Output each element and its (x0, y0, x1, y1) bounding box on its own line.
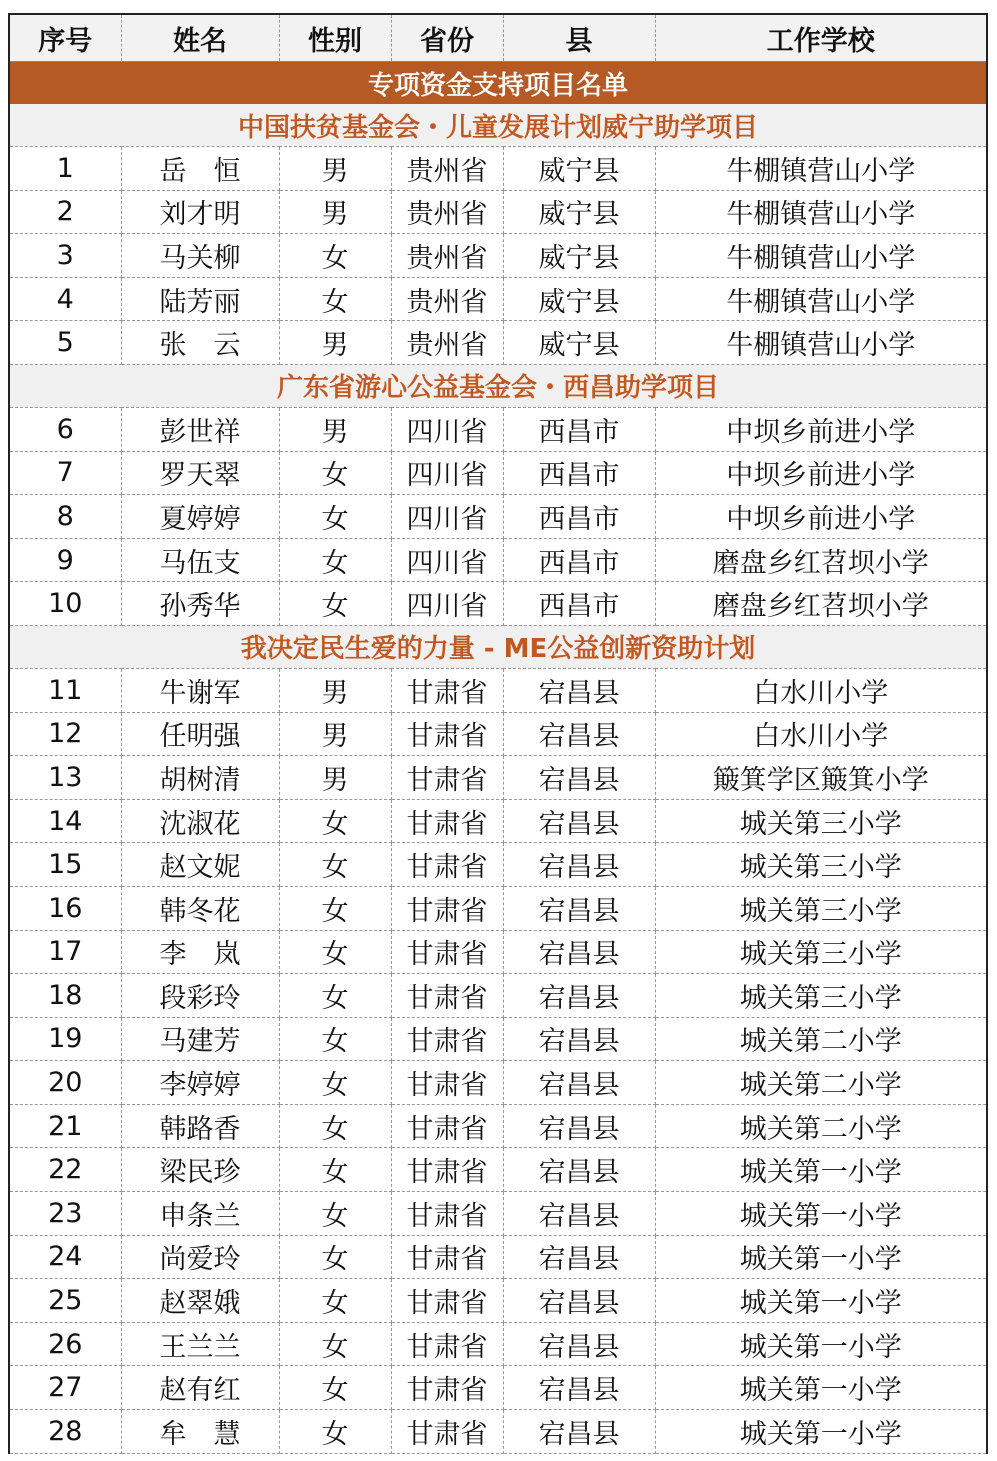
cell-county: 宕昌县 (503, 974, 655, 1018)
cell-gender: 男 (279, 190, 391, 234)
cell-gender: 女 (279, 974, 391, 1018)
cell-name: 马伍支 (121, 538, 279, 582)
cell-index: 2 (9, 190, 121, 234)
table-title-row (9, 62, 987, 105)
cell-school: 城关第一小学 (655, 1366, 987, 1410)
table-row (9, 190, 987, 234)
cell-index: 1 (9, 147, 121, 191)
cell-index: 18 (9, 974, 121, 1018)
cell-index: 8 (9, 495, 121, 539)
cell-gender: 女 (279, 1322, 391, 1366)
cell-gender: 女 (279, 538, 391, 582)
cell-county: 宕昌县 (503, 1235, 655, 1279)
cell-name: 罗天翠 (121, 451, 279, 495)
cell-county: 西昌市 (503, 451, 655, 495)
cell-gender: 女 (279, 277, 391, 321)
cell-index: 24 (9, 1235, 121, 1279)
header-county: 县 (503, 14, 655, 62)
cell-name: 赵有红 (121, 1366, 279, 1410)
cell-county: 宕昌县 (503, 930, 655, 974)
table-header (9, 14, 987, 62)
table-row (9, 1017, 987, 1061)
cell-gender: 女 (279, 582, 391, 626)
cell-county: 宕昌县 (503, 668, 655, 712)
cell-gender: 男 (279, 321, 391, 365)
cell-school: 中坝乡前进小学 (655, 407, 987, 451)
cell-name: 马建芳 (121, 1017, 279, 1061)
cell-province: 甘肃省 (391, 1410, 503, 1454)
table-row (9, 495, 987, 539)
cell-gender: 男 (279, 668, 391, 712)
cell-name: 牟 慧 (121, 1410, 279, 1454)
cell-province: 甘肃省 (391, 1235, 503, 1279)
cell-gender: 女 (279, 930, 391, 974)
cell-index: 17 (9, 930, 121, 974)
cell-county: 宕昌县 (503, 1410, 655, 1454)
cell-county: 西昌市 (503, 582, 655, 626)
cell-index: 14 (9, 799, 121, 843)
table-row (9, 974, 987, 1018)
cell-school: 中坝乡前进小学 (655, 451, 987, 495)
cell-county: 宕昌县 (503, 1061, 655, 1105)
cell-name: 胡树清 (121, 756, 279, 800)
cell-school: 牛棚镇营山小学 (655, 321, 987, 365)
table-row (9, 1322, 987, 1366)
cell-school: 城关第二小学 (655, 1061, 987, 1105)
table-row (9, 1148, 987, 1192)
cell-province: 四川省 (391, 582, 503, 626)
cell-province: 甘肃省 (391, 1322, 503, 1366)
cell-name: 赵文妮 (121, 843, 279, 887)
cell-index: 26 (9, 1322, 121, 1366)
header-gender: 性别 (279, 14, 391, 62)
cell-gender: 女 (279, 234, 391, 278)
cell-name: 李婷婷 (121, 1061, 279, 1105)
cell-school: 城关第二小学 (655, 1017, 987, 1061)
cell-county: 宕昌县 (503, 1366, 655, 1410)
table-row (9, 1061, 987, 1105)
cell-gender: 女 (279, 1366, 391, 1410)
cell-index: 9 (9, 538, 121, 582)
cell-name: 张 云 (121, 321, 279, 365)
cell-name: 刘才明 (121, 190, 279, 234)
cell-index: 11 (9, 668, 121, 712)
cell-school: 城关第三小学 (655, 799, 987, 843)
cell-county: 西昌市 (503, 495, 655, 539)
cell-name: 韩路香 (121, 1104, 279, 1148)
cell-county: 威宁县 (503, 147, 655, 191)
cell-index: 27 (9, 1366, 121, 1410)
cell-province: 四川省 (391, 538, 503, 582)
cell-school: 城关第一小学 (655, 1148, 987, 1192)
cell-county: 宕昌县 (503, 886, 655, 930)
cell-gender: 女 (279, 799, 391, 843)
cell-school: 白水川小学 (655, 712, 987, 756)
cell-county: 西昌市 (503, 407, 655, 451)
table-row (9, 234, 987, 278)
funding-list-table (8, 13, 988, 1454)
cell-index: 4 (9, 277, 121, 321)
table-row (9, 147, 987, 191)
cell-name: 梁民珍 (121, 1148, 279, 1192)
cell-province: 四川省 (391, 407, 503, 451)
cell-county: 威宁县 (503, 234, 655, 278)
header-school: 工作学校 (655, 14, 987, 62)
cell-index: 10 (9, 582, 121, 626)
cell-province: 甘肃省 (391, 930, 503, 974)
cell-gender: 女 (279, 843, 391, 887)
section-header-row (9, 104, 987, 147)
cell-gender: 男 (279, 147, 391, 191)
cell-index: 23 (9, 1192, 121, 1236)
cell-province: 贵州省 (391, 147, 503, 191)
cell-name: 李 岚 (121, 930, 279, 974)
cell-gender: 女 (279, 495, 391, 539)
cell-school: 城关第一小学 (655, 1322, 987, 1366)
cell-school: 磨盘乡红苕坝小学 (655, 582, 987, 626)
cell-gender: 女 (279, 451, 391, 495)
cell-province: 甘肃省 (391, 843, 503, 887)
table-row (9, 407, 987, 451)
section-title: 我决定民生爱的力量 - ME公益创新资助计划 (9, 625, 987, 668)
cell-province: 甘肃省 (391, 799, 503, 843)
cell-county: 宕昌县 (503, 756, 655, 800)
cell-name: 申条兰 (121, 1192, 279, 1236)
cell-gender: 女 (279, 1148, 391, 1192)
cell-county: 威宁县 (503, 277, 655, 321)
table-title: 专项资金支持项目名单 (9, 62, 987, 105)
cell-county: 宕昌县 (503, 1192, 655, 1236)
section-header-row (9, 625, 987, 668)
cell-school: 簸箕学区簸箕小学 (655, 756, 987, 800)
cell-school: 城关第三小学 (655, 886, 987, 930)
cell-school: 磨盘乡红苕坝小学 (655, 538, 987, 582)
cell-name: 韩冬花 (121, 886, 279, 930)
table-row (9, 451, 987, 495)
cell-school: 城关第一小学 (655, 1279, 987, 1323)
cell-province: 甘肃省 (391, 1192, 503, 1236)
table-row (9, 582, 987, 626)
cell-province: 甘肃省 (391, 886, 503, 930)
cell-name: 夏婷婷 (121, 495, 279, 539)
table-row (9, 886, 987, 930)
cell-name: 任明强 (121, 712, 279, 756)
cell-school: 牛棚镇营山小学 (655, 234, 987, 278)
cell-gender: 女 (279, 1061, 391, 1105)
cell-school: 城关第一小学 (655, 1235, 987, 1279)
cell-county: 宕昌县 (503, 799, 655, 843)
cell-gender: 男 (279, 407, 391, 451)
header-index: 序号 (9, 14, 121, 62)
section-title: 中国扶贫基金会・儿童发展计划威宁助学项目 (9, 104, 987, 147)
header-province: 省份 (391, 14, 503, 62)
cell-gender: 男 (279, 712, 391, 756)
cell-county: 宕昌县 (503, 1104, 655, 1148)
cell-name: 孙秀华 (121, 582, 279, 626)
cell-county: 宕昌县 (503, 1322, 655, 1366)
cell-province: 甘肃省 (391, 1061, 503, 1105)
cell-province: 四川省 (391, 451, 503, 495)
cell-name: 沈淑花 (121, 799, 279, 843)
cell-name: 牛谢军 (121, 668, 279, 712)
table-row (9, 1410, 987, 1454)
cell-name: 王兰兰 (121, 1322, 279, 1366)
cell-gender: 女 (279, 1410, 391, 1454)
document-page (8, 13, 986, 1454)
cell-index: 21 (9, 1104, 121, 1148)
cell-school: 城关第三小学 (655, 974, 987, 1018)
cell-county: 威宁县 (503, 190, 655, 234)
cell-county: 宕昌县 (503, 1279, 655, 1323)
cell-gender: 女 (279, 1017, 391, 1061)
table-row (9, 321, 987, 365)
cell-gender: 女 (279, 1104, 391, 1148)
table-row (9, 1279, 987, 1323)
cell-gender: 女 (279, 886, 391, 930)
cell-name: 马关柳 (121, 234, 279, 278)
cell-name: 岳 恒 (121, 147, 279, 191)
table-row (9, 712, 987, 756)
cell-name: 陆芳丽 (121, 277, 279, 321)
cell-name: 彭世祥 (121, 407, 279, 451)
cell-province: 甘肃省 (391, 712, 503, 756)
cell-school: 城关第三小学 (655, 930, 987, 974)
table-row (9, 843, 987, 887)
cell-province: 甘肃省 (391, 1366, 503, 1410)
cell-index: 7 (9, 451, 121, 495)
cell-school: 城关第一小学 (655, 1192, 987, 1236)
cell-province: 贵州省 (391, 321, 503, 365)
section-header-row (9, 364, 987, 407)
table-row (9, 1235, 987, 1279)
table-row (9, 277, 987, 321)
cell-county: 宕昌县 (503, 1148, 655, 1192)
table-row (9, 799, 987, 843)
cell-index: 25 (9, 1279, 121, 1323)
cell-school: 中坝乡前进小学 (655, 495, 987, 539)
cell-school: 牛棚镇营山小学 (655, 147, 987, 191)
header-name: 姓名 (121, 14, 279, 62)
table-row (9, 1104, 987, 1148)
cell-index: 19 (9, 1017, 121, 1061)
cell-province: 贵州省 (391, 277, 503, 321)
cell-school: 牛棚镇营山小学 (655, 277, 987, 321)
cell-province: 甘肃省 (391, 668, 503, 712)
cell-index: 20 (9, 1061, 121, 1105)
cell-name: 赵翠娥 (121, 1279, 279, 1323)
cell-index: 12 (9, 712, 121, 756)
cell-province: 甘肃省 (391, 1017, 503, 1061)
cell-province: 甘肃省 (391, 974, 503, 1018)
cell-school: 城关第一小学 (655, 1410, 987, 1454)
cell-school: 城关第二小学 (655, 1104, 987, 1148)
table-row (9, 538, 987, 582)
cell-province: 贵州省 (391, 190, 503, 234)
section-title: 广东省游心公益基金会・西昌助学项目 (9, 364, 987, 407)
cell-school: 白水川小学 (655, 668, 987, 712)
cell-county: 宕昌县 (503, 712, 655, 756)
table-body (9, 62, 987, 1454)
cell-school: 牛棚镇营山小学 (655, 190, 987, 234)
cell-province: 贵州省 (391, 234, 503, 278)
cell-index: 15 (9, 843, 121, 887)
cell-province: 甘肃省 (391, 756, 503, 800)
cell-county: 宕昌县 (503, 843, 655, 887)
cell-index: 5 (9, 321, 121, 365)
cell-index: 16 (9, 886, 121, 930)
cell-index: 13 (9, 756, 121, 800)
cell-county: 西昌市 (503, 538, 655, 582)
cell-province: 甘肃省 (391, 1279, 503, 1323)
cell-county: 宕昌县 (503, 1017, 655, 1061)
table-row (9, 1366, 987, 1410)
cell-gender: 女 (279, 1235, 391, 1279)
cell-name: 尚爱玲 (121, 1235, 279, 1279)
cell-province: 四川省 (391, 495, 503, 539)
cell-name: 段彩玲 (121, 974, 279, 1018)
cell-index: 6 (9, 407, 121, 451)
table-row (9, 668, 987, 712)
cell-index: 22 (9, 1148, 121, 1192)
table-row (9, 930, 987, 974)
table-row (9, 1192, 987, 1236)
cell-index: 28 (9, 1410, 121, 1454)
cell-province: 甘肃省 (391, 1148, 503, 1192)
cell-gender: 男 (279, 756, 391, 800)
cell-index: 3 (9, 234, 121, 278)
table-row (9, 756, 987, 800)
cell-county: 威宁县 (503, 321, 655, 365)
cell-school: 城关第三小学 (655, 843, 987, 887)
cell-gender: 女 (279, 1279, 391, 1323)
cell-gender: 女 (279, 1192, 391, 1236)
cell-province: 甘肃省 (391, 1104, 503, 1148)
